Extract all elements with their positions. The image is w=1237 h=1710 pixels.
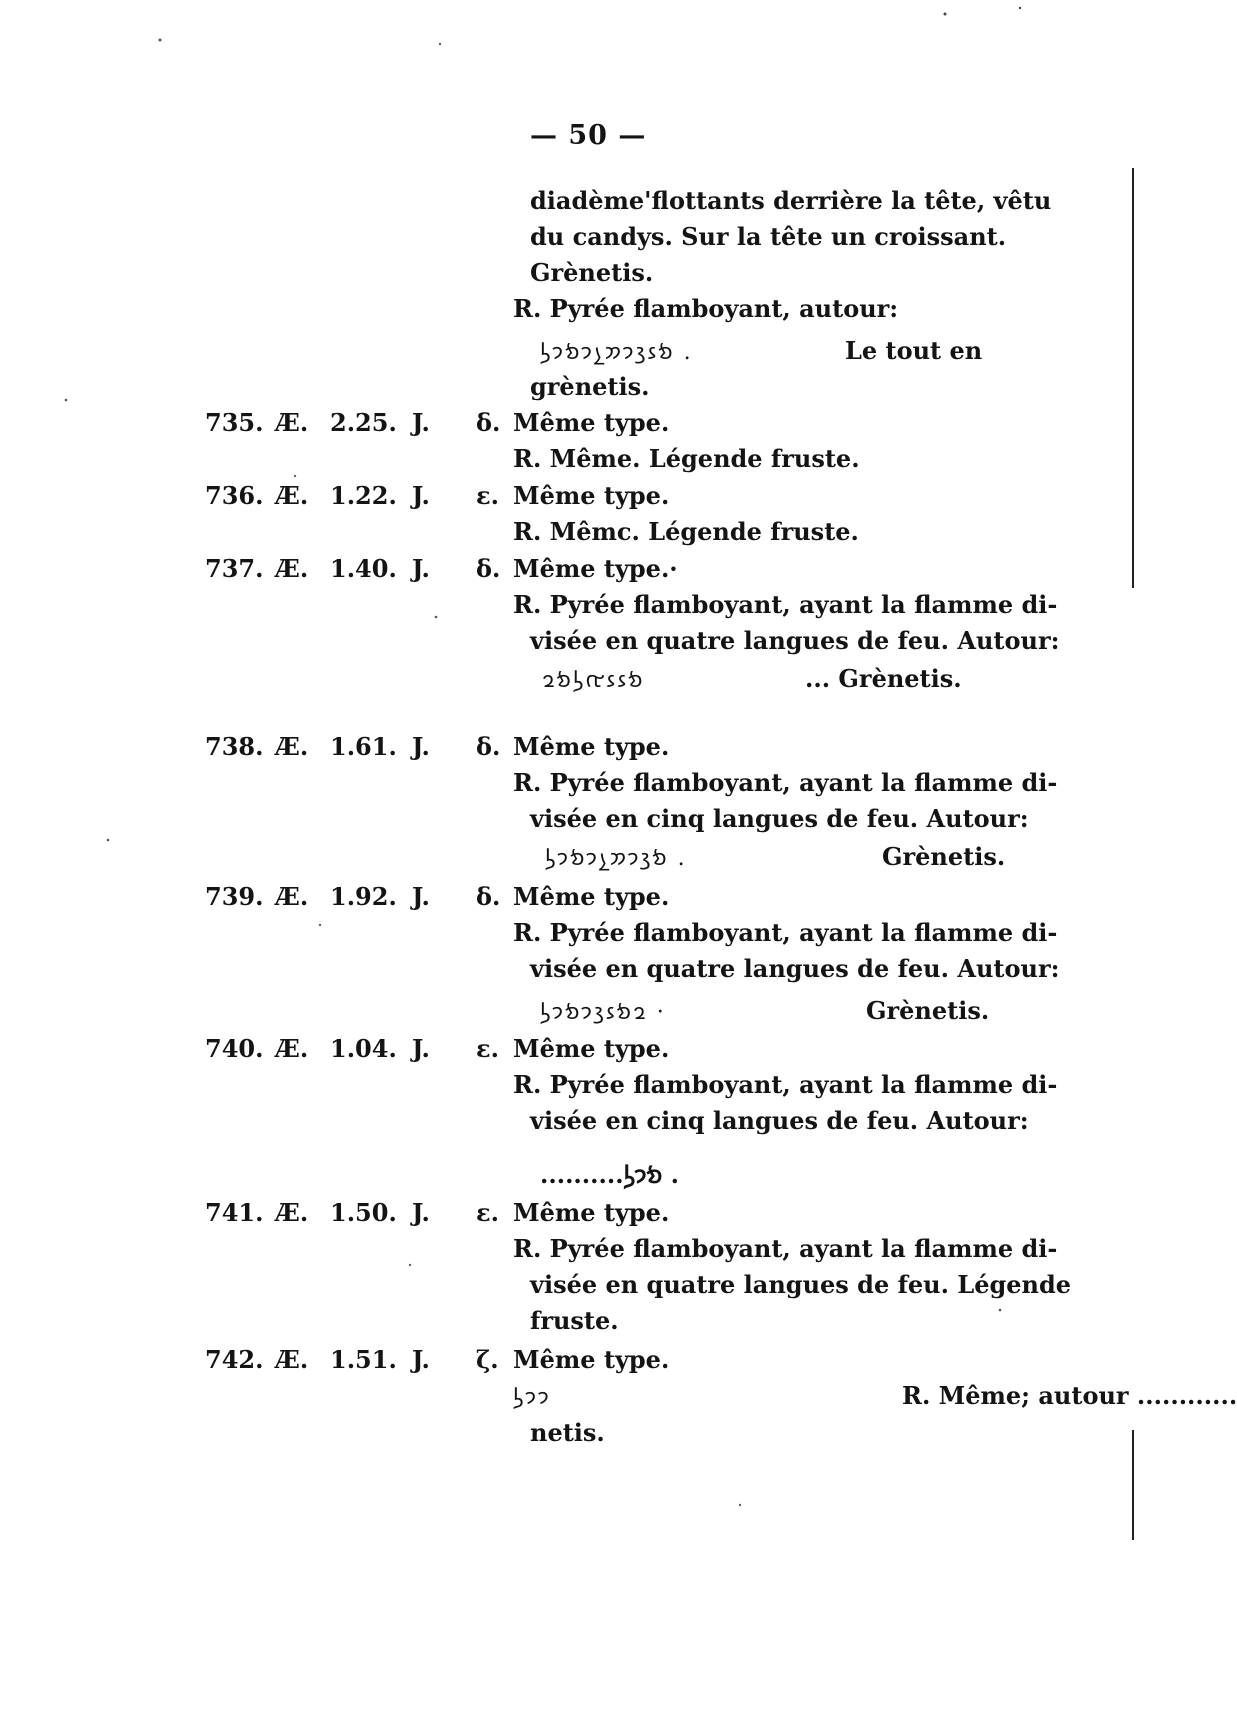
entry-metal: Æ. <box>275 1198 309 1227</box>
text-line <box>513 768 1057 798</box>
entry-size: 1.04. <box>330 1034 397 1063</box>
text-line <box>530 258 653 288</box>
line-text: R. Mêmc. Légende fruste. <box>513 517 859 546</box>
entry-number: 742. <box>205 1345 264 1374</box>
text-line <box>542 664 962 696</box>
line-text: Grènetis. <box>866 996 990 1025</box>
entry-type: Même type. <box>513 1034 670 1063</box>
entry-number: 736. <box>205 481 264 510</box>
text-line <box>530 804 1029 834</box>
entry-number: 738. <box>205 732 264 761</box>
entry-type: Même type. <box>513 408 670 437</box>
line-text: R. Pyrée flamboyant, ayant la flamme di- <box>513 590 1058 619</box>
line-text: ... Grènetis. <box>805 664 962 693</box>
entry-letter: δ. <box>476 408 501 437</box>
entry-number: 741. <box>205 1198 264 1227</box>
edge-mark <box>1132 1430 1134 1540</box>
page-number: — 50 — <box>530 120 647 151</box>
entry-metal: Æ. <box>275 554 309 583</box>
aramaic-legend: 𐭬𐭣𐭩𐭮𐭭𐭩𐭬𐭩𐭫 . <box>545 846 687 871</box>
entry-collection: J. <box>412 554 430 583</box>
entry-collection: J. <box>412 732 430 761</box>
text-line <box>540 336 983 368</box>
line-text: visée en cinq langues de feu. Autour: <box>530 1106 1029 1135</box>
entry-type: Même type. <box>513 732 670 761</box>
entry-letter: δ. <box>476 732 501 761</box>
line-text: visée en quatre langues de feu. Autour: <box>530 954 1060 983</box>
entry-size: 1.92. <box>330 882 397 911</box>
entry-metal: Æ. <box>275 481 309 510</box>
text-line <box>513 1070 1057 1100</box>
line-text: R. Pyrée flamboyant, ayant la flamme di- <box>513 1234 1058 1263</box>
aramaic-legend: 𐭩𐭩𐭫 <box>513 1385 552 1410</box>
entry-collection: J. <box>412 1034 430 1063</box>
text-line <box>513 517 859 547</box>
entry-letter: ζ. <box>476 1345 499 1374</box>
line-text: R. Pyrée flamboyant, ayant la flamme di- <box>513 768 1058 797</box>
line-text: diadème'flottants derrière la tête, vêtu <box>530 186 1052 215</box>
line-text: ..........𐭬𐭩𐭫 . <box>540 1160 679 1189</box>
entry-metal: Æ. <box>275 408 309 437</box>
line-text: Grènetis. <box>882 842 1006 871</box>
line-text: Grènetis. <box>530 258 654 287</box>
line-text: visée en cinq langues de feu. Autour: <box>530 804 1029 833</box>
text-line <box>530 222 1006 252</box>
entry-collection: J. <box>412 481 430 510</box>
entry-type: Même type. <box>513 1345 670 1374</box>
text-line <box>513 1234 1057 1264</box>
line-text: grènetis. <box>530 372 650 401</box>
text-line <box>545 842 1006 874</box>
entry-metal: Æ. <box>275 1034 309 1063</box>
line-text: fruste. <box>530 1306 619 1335</box>
aramaic-legend: 𐭥𐭬𐭦𐭣𐭩𐭬𐭩𐭫 · <box>540 1000 666 1025</box>
line-text: R. Même. Légende fruste. <box>513 444 860 473</box>
entry-type: Même type. <box>513 481 670 510</box>
entry-collection: J. <box>412 1198 430 1227</box>
edge-mark <box>1132 168 1134 588</box>
text-line <box>513 1381 1237 1413</box>
line-text: visée en quatre langues de feu. Autour: <box>530 626 1060 655</box>
text-line <box>530 1106 1029 1136</box>
text-line <box>540 996 990 1028</box>
line-text: R. Pyrée flamboyant, autour: <box>513 294 899 323</box>
text-line <box>513 918 1057 948</box>
entry-letter: ε. <box>476 1198 499 1227</box>
entry-letter: ε. <box>476 1034 499 1063</box>
text-line <box>530 1306 619 1336</box>
text-line <box>530 186 1051 216</box>
entry-collection: J. <box>412 882 430 911</box>
entry-size: 1.61. <box>330 732 397 761</box>
text-line <box>530 1270 1071 1300</box>
entry-letter: ε. <box>476 481 499 510</box>
line-text: R. Pyrée flamboyant, ayant la flamme di- <box>513 1070 1058 1099</box>
entry-letter: δ. <box>476 554 501 583</box>
text-line <box>540 1160 679 1190</box>
text-line <box>530 1418 605 1448</box>
entry-metal: Æ. <box>275 732 309 761</box>
entry-number: 739. <box>205 882 264 911</box>
text-line <box>513 590 1057 620</box>
line-text: R. Même; autour ............ <box>902 1381 1237 1410</box>
entry-type: Même type. <box>513 882 670 911</box>
aramaic-legend: 𐭬𐭦𐭣𐭩𐭮𐭭𐭩𐭬𐭩𐭫 . <box>540 340 693 365</box>
line-text: R. Pyrée flamboyant, ayant la flamme di- <box>513 918 1058 947</box>
entry-size: 1.51. <box>330 1345 397 1374</box>
line-text: Le tout en <box>845 336 983 365</box>
text-line <box>513 294 898 324</box>
line-text: visée en quatre langues de feu. Légende <box>530 1270 1072 1299</box>
line-text: du candys. Sur la tête un croissant. <box>530 222 1007 251</box>
entry-metal: Æ. <box>275 1345 309 1374</box>
entry-collection: J. <box>412 408 430 437</box>
text-line <box>530 372 649 402</box>
entry-size: 2.25. <box>330 408 397 437</box>
entry-size: 1.22. <box>330 481 397 510</box>
entry-number: 740. <box>205 1034 264 1063</box>
entry-metal: Æ. <box>275 882 309 911</box>
entry-number: 737. <box>205 554 264 583</box>
entry-type: Même type.· <box>513 554 678 583</box>
entry-type: Même type. <box>513 1198 670 1227</box>
entry-letter: δ. <box>476 882 501 911</box>
text-line <box>530 626 1059 656</box>
entry-size: 1.50. <box>330 1198 397 1227</box>
line-text: netis. <box>530 1418 605 1447</box>
entry-size: 1.40. <box>330 554 397 583</box>
text-line <box>513 444 860 474</box>
entry-number: 735. <box>205 408 264 437</box>
entry-collection: J. <box>412 1345 430 1374</box>
text-line <box>530 954 1059 984</box>
aramaic-legend: 𐭬𐭦𐭦𐭤𐭫𐭬𐭥 <box>542 668 645 693</box>
